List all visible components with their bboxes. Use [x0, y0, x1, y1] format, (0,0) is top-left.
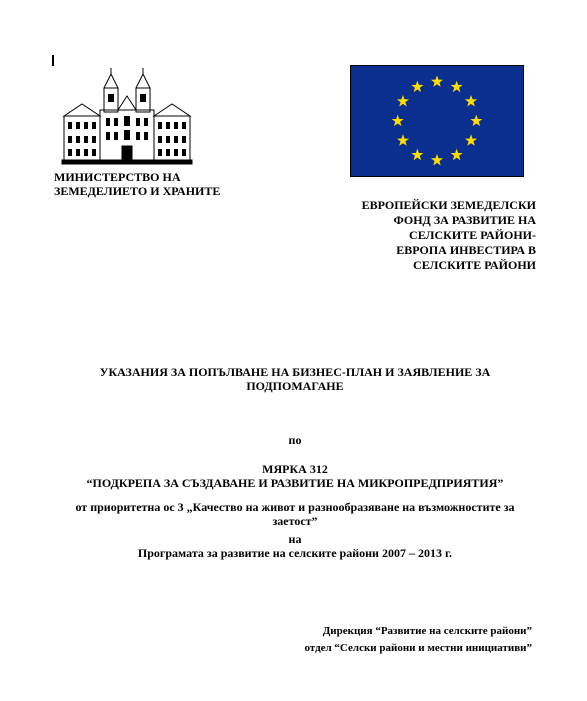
department-name: отдел “Селски райони и местни инициативи” [304, 642, 532, 654]
fund-name [300, 198, 536, 273]
programme-name: Програмата за развитие на селските райони 2007 – 2013 г. [137, 546, 453, 560]
document-title [80, 365, 510, 393]
title-line: УКАЗАНИЯ ЗА ПОПЪЛВАНЕ НА БИЗНЕС-ПЛАН И ЗАЯВЛЕНИЕ ЗА [99, 365, 491, 379]
title-line: ПОДПОМАГАНЕ [246, 379, 344, 393]
fund-line: СЕЛСКИТЕ РАЙОНИ [413, 258, 536, 272]
fund-line: ЕВРОПА ИНВЕСТИРА В [396, 243, 536, 257]
ministry-building-logo [60, 66, 194, 166]
fund-line: СЕЛСКИТЕ РАЙОНИ- [409, 228, 536, 242]
na-text: на [288, 532, 302, 546]
ministry-name [54, 170, 254, 198]
priority-axis [60, 500, 530, 528]
priority-line: от приоритетна ос 3 „Качество на живот и разнообразяване на възможностите за [75, 500, 515, 514]
text-cursor-mark [52, 55, 54, 66]
measure-name: “ПОДКРЕПА ЗА СЪЗДАВАНЕ И РАЗВИТИЕ НА МИКРОПРЕДПРИЯТИЯ” [86, 476, 504, 490]
ministry-line: МИНИСТЕРСТВО НА [54, 170, 181, 184]
ministry-line: ЗЕМЕДЕЛИЕТО И ХРАНИТЕ [54, 184, 221, 198]
measure-number: МЯРКА 312 [262, 462, 328, 476]
directorate-name: Дирекция “Развитие на селските райони” [322, 625, 532, 637]
fund-line: ЕВРОПЕЙСКИ ЗЕМЕДЕЛСКИ [361, 198, 536, 212]
fund-line: ФОНД ЗА РАЗВИТИЕ НА [393, 213, 536, 227]
measure-heading [60, 462, 530, 490]
po-text: по [288, 433, 302, 447]
priority-line: заетост” [272, 514, 318, 528]
eu-flag [350, 65, 524, 177]
